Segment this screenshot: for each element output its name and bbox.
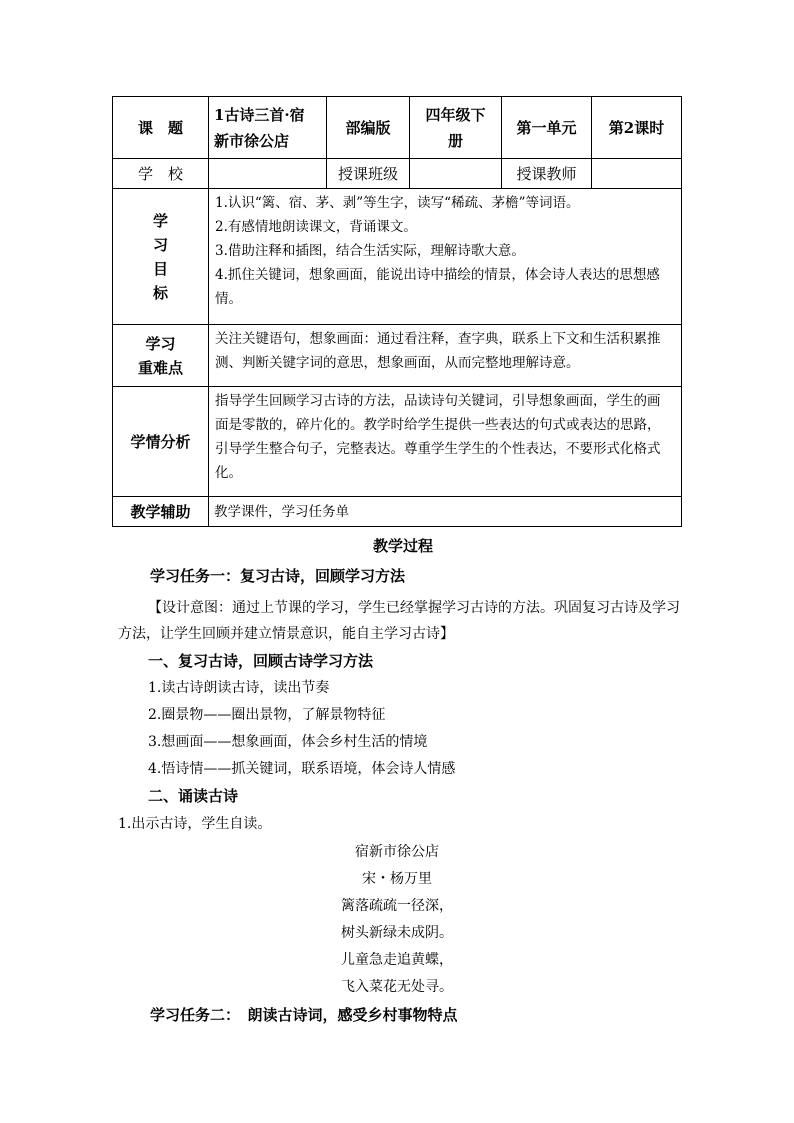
section2-title: 二、诵读古诗 <box>148 787 239 805</box>
goal-line: 3.借助注释和插图，结合生活实际，理解诗歌大意。 <box>215 243 525 259</box>
goals-content <box>209 189 682 325</box>
step-item: 2.圈景物——圈出景物，了解景物特征 <box>148 707 386 723</box>
goals-label-char: 习 <box>152 235 168 254</box>
topic-value-line: 新市徐公店 <box>214 131 290 150</box>
school-label: 学 校 <box>113 159 209 189</box>
goals-label <box>113 189 209 325</box>
school-value <box>209 159 327 189</box>
design-intent-line: 【设计意图：通过上节课的学习，学生已经掌握学习古诗的方法。巩固复习古诗及学习 <box>148 600 680 616</box>
grade-line: 四年级下 <box>425 105 486 124</box>
keypoints-label-line: 学习 <box>145 334 176 353</box>
table-row <box>113 159 682 189</box>
edition-cell: 部编版 <box>327 97 410 159</box>
goal-line: 1.认识“篱、宿、茅、剥”等生字，读写“稀疏、茅檐”等词语。 <box>215 195 580 211</box>
teacher-value <box>592 159 682 189</box>
analysis-line: 化。 <box>215 465 242 481</box>
grade-cell <box>410 97 502 159</box>
topic-label: 课 题 <box>113 97 209 159</box>
keypoints-label-line: 重难点 <box>137 358 183 377</box>
class-label: 授课班级 <box>327 159 410 189</box>
goal-line: 情。 <box>215 291 242 307</box>
poem-line: 飞入菜花无处寻。 <box>341 979 453 995</box>
analysis-label: 学情分析 <box>113 387 209 497</box>
grade-line: 册 <box>447 131 463 150</box>
aids-content: 教学课件，学习任务单 <box>209 497 682 527</box>
poem-author: 宋・杨万里 <box>362 871 432 887</box>
step-item: 4.悟诗情——抓关键词，联系语境，体会诗人情感 <box>148 761 456 777</box>
keypoint-line: 关注关键语句，想象画面：通过看注释，查字典，联系上下文和生活积累推 <box>215 331 661 347</box>
poem-line: 儿童急走追黄蝶， <box>341 952 453 968</box>
goal-line: 4.抓住关键词，想象画面，能说出诗中描绘的情景，体会诗人表达的思想感 <box>215 267 660 283</box>
poem-line: 篱落疏疏一径深， <box>341 898 453 914</box>
table-row <box>113 497 682 527</box>
goals-label-char: 学 <box>152 211 168 230</box>
topic-value-line: 1古诗三首·宿 <box>214 105 305 124</box>
task2-title: 学习任务二： 朗读古诗词，感受乡村事物特点 <box>150 1006 458 1024</box>
step-item: 3.想画面——想象画面，体会乡村生活的情境 <box>148 734 428 750</box>
keypoints-content <box>209 325 682 387</box>
analysis-line: 引导学生整合句子，完整表达。尊重学生学生的个性表达，不要形式化格式 <box>215 441 661 457</box>
design-intent-line: 方法，让学生回顾并建立情景意识，能自主学习古诗】 <box>118 626 454 642</box>
goals-label-char: 标 <box>152 283 168 302</box>
lesson-cell: 第2课时 <box>592 97 682 159</box>
goal-line: 2.有感情地朗读课文，背诵课文。 <box>215 219 417 235</box>
lesson-info-table <box>112 96 682 527</box>
step-item: 1.读古诗朗读古诗，读出节奏 <box>148 680 330 696</box>
table-row <box>113 97 682 159</box>
keypoints-label <box>113 325 209 387</box>
recite-step: 1.出示古诗，学生自读。 <box>118 816 272 832</box>
analysis-line: 指导学生回顾学习古诗的方法，品读诗句关键词，引导想象画面，学生的画 <box>215 393 661 409</box>
poem-line: 树头新绿未成阴。 <box>341 925 453 941</box>
poem-title: 宿新市徐公店 <box>355 844 439 860</box>
table-row <box>113 189 682 325</box>
keypoint-line: 测、判断关键字词的意思，想象画面，从而完整地理解诗意。 <box>215 355 580 371</box>
class-value <box>410 159 502 189</box>
process-title: 教学过程 <box>373 537 434 555</box>
table-row <box>113 325 682 387</box>
table-row <box>113 387 682 497</box>
analysis-content <box>209 387 682 497</box>
teacher-label: 授课教师 <box>502 159 592 189</box>
aids-label: 教学辅助 <box>113 497 209 527</box>
task1-title: 学习任务一：复习古诗，回顾学习方法 <box>150 567 406 585</box>
section1-title: 一、复习古诗，回顾古诗学习方法 <box>148 652 374 670</box>
unit-cell: 第一单元 <box>502 97 592 159</box>
topic-value <box>209 97 327 159</box>
goals-label-char: 目 <box>152 259 168 278</box>
analysis-line: 面是零散的，碎片化的。教学时给学生提供一些表达的句式或表达的思路， <box>215 417 661 433</box>
